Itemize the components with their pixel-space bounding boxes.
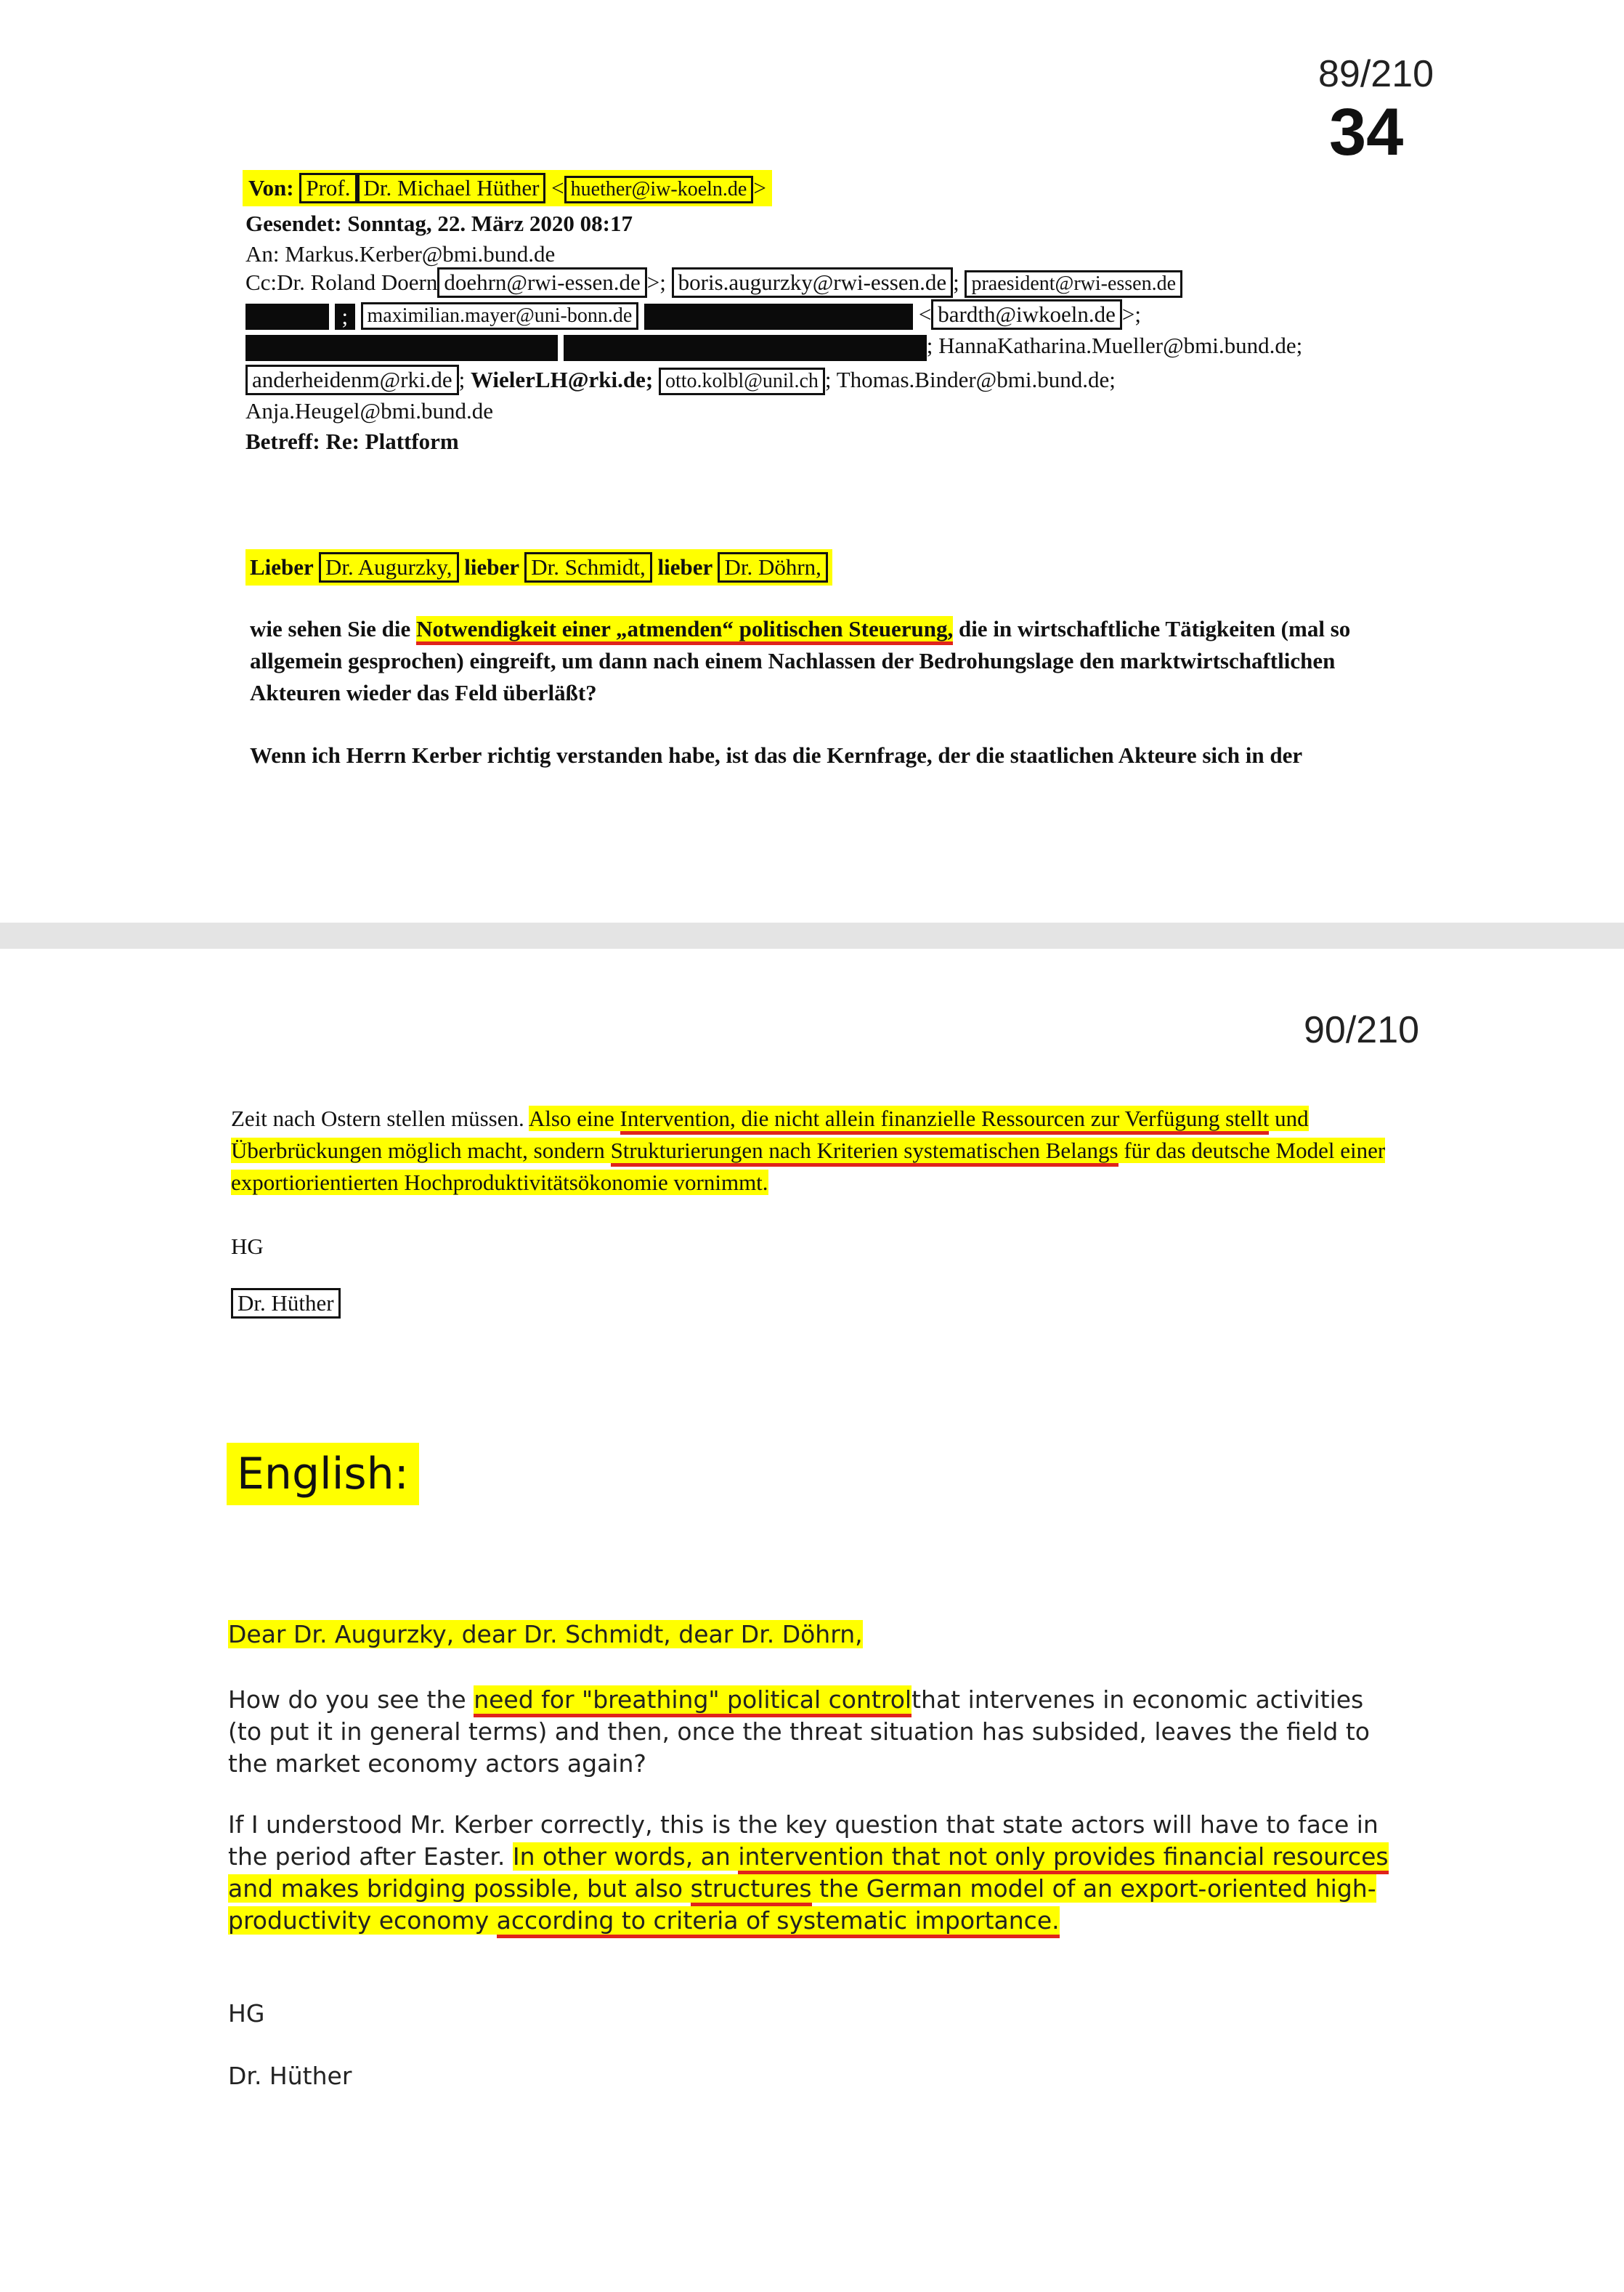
english-signoff-initials: HG xyxy=(228,1999,265,2028)
name-box-augurzky: Dr. Augurzky, xyxy=(319,552,459,583)
cc-email-wieler: WielerLH@rki.de; xyxy=(470,367,654,392)
signature-name: Dr. Hüther xyxy=(231,1288,341,1319)
cc-line-3: ; HannaKatharina.Mueller@bmi.bund.de; xyxy=(245,333,1302,361)
greeting-word: lieber xyxy=(657,554,712,580)
document-page-89 xyxy=(0,0,1624,923)
name-box-doehrn: Dr. Döhrn, xyxy=(718,552,827,583)
english-paragraph-1 xyxy=(228,1684,1390,1780)
english-signature-name: Dr. Hüther xyxy=(228,2062,352,2090)
cc-email-binder: Thomas.Binder@bmi.bund.de; xyxy=(836,367,1116,392)
redaction-bar: ; xyxy=(335,304,355,330)
body-text: the German model of an export-oriented high-productivity economy xyxy=(228,1874,1376,1935)
body-text: Zeit nach Ostern stellen müssen. xyxy=(231,1106,524,1131)
cc-email-bardth: bardth@iwkoeln.de xyxy=(931,299,1122,330)
underlined-phrase: Notwendigkeit einer „atmenden“ politischen Steuerung, xyxy=(416,616,953,645)
greeting-word: Lieber xyxy=(250,554,314,580)
page-number: 89/210 xyxy=(1318,53,1434,95)
body-text: für das deutsche Model einer exportiorientierten Hochproduktivitätsökonomie vornimmt. xyxy=(231,1138,1386,1195)
redaction-bar xyxy=(564,335,927,361)
underlined-phrase: according to criteria of systematic importance. xyxy=(497,1906,1060,1938)
body-paragraph-2: Wenn ich Herrn Kerber richtig verstanden habe, ist das die Kernfrage, der die staatlichen Akteure sich in der xyxy=(250,742,1303,768)
underlined-phrase: need for "breathing" political control xyxy=(474,1685,912,1717)
signoff-initials: HG xyxy=(231,1234,264,1259)
cc-email-augurzky: boris.augurzky@rwi-essen.de xyxy=(672,267,953,298)
cc-email-doehrn: doehrn@rwi-essen.de xyxy=(437,267,646,298)
body-text: wie sehen Sie die xyxy=(250,616,411,641)
page-number: 90/210 xyxy=(1304,1009,1420,1051)
from-label: Von: xyxy=(248,175,294,201)
subject-line: Betreff: Re: Plattform xyxy=(245,429,459,454)
greeting-word: lieber xyxy=(464,554,519,580)
greeting-line xyxy=(245,549,832,586)
sent-line: Gesendet: Sonntag, 22. März 2020 08:17 xyxy=(245,211,633,236)
cc-email-mayer: maximilian.mayer@uni-bonn.de xyxy=(361,302,639,330)
redaction-bar xyxy=(245,335,558,361)
cc-email-praesident: praesident@rwi-essen.de xyxy=(965,270,1182,298)
from-email-box: huether@iw-koeln.de xyxy=(564,176,754,203)
underlined-phrase: intervention that not only provides financial resources xyxy=(738,1842,1388,1874)
highlighted-greeting: Dear Dr. Augurzky, dear Dr. Schmidt, dear Dr. Döhrn, xyxy=(228,1620,863,1648)
body-text: die in wirtschaftliche Tätigkeiten (mal so allgemein gesprochen) eingreift, um dann nach einem Nachlassen der Bedrohungslage den marktwirtschaftlichen Akteuren wieder das Feld überläßt? xyxy=(250,616,1351,705)
from-title-box: Prof. xyxy=(299,173,357,203)
highlighted-phrase xyxy=(474,1685,912,1714)
redaction-bar xyxy=(644,304,913,330)
underlined-phrase: structures xyxy=(691,1874,812,1906)
cc-name: Dr. Roland Doern xyxy=(277,270,438,295)
body-text: How do you see the xyxy=(228,1685,466,1714)
cc-line-1: Cc:Dr. Roland Doern doehrn@rwi-essen.de >; boris.augurzky@rwi-essen.de ; praesident@rwi-essen.de xyxy=(245,267,1182,298)
body-text: und Überbrückungen möglich macht, sondern xyxy=(231,1106,1309,1163)
body-text: Also eine xyxy=(528,1106,614,1131)
german-paragraph xyxy=(231,1103,1400,1199)
cc-line-4: anderheidenm@rki.de ; WielerLH@rki.de; otto.kolbl@unil.ch ; Thomas.Binder@bmi.bund.de; xyxy=(245,365,1116,395)
redaction-bar xyxy=(245,304,329,330)
english-greeting xyxy=(228,1619,1390,1651)
cc-email-anderheiden: anderheidenm@rki.de xyxy=(245,365,459,395)
name-box-schmidt: Dr. Schmidt, xyxy=(524,552,652,583)
document-stamp-number: 34 xyxy=(1329,95,1404,169)
cc-email-kolbl: otto.kolbl@unil.ch xyxy=(659,368,825,395)
cc-line-5: Anja.Heugel@bmi.bund.de xyxy=(245,398,494,424)
cc-email-mueller: HannaKatharina.Mueller@bmi.bund.de; xyxy=(938,333,1303,358)
to-line: An: Markus.Kerber@bmi.bund.de xyxy=(245,241,556,267)
body-text: and makes bridging possible, but also xyxy=(228,1874,683,1903)
body-paragraph-1 xyxy=(250,613,1383,709)
cc-line-2: ; maximilian.mayer@uni-bonn.de < bardth@iwkoeln.de >; xyxy=(245,299,1141,330)
page-divider xyxy=(0,923,1624,949)
from-line: Von: Prof. Dr. Michael Hüther < huether@iw-koeln.de > xyxy=(243,170,772,206)
body-text: that intervenes in economic activities (to put it in general terms) and then, once the threat situation has subsided, leaves the field to the market economy actors again? xyxy=(228,1685,1370,1778)
cc-label: Cc: xyxy=(245,270,277,295)
english-paragraph-2 xyxy=(228,1809,1390,1937)
english-section-title: English: xyxy=(227,1443,419,1505)
body-text: If I understood Mr. Kerber correctly, this is the key question that state actors will have to face in the period after Easter. xyxy=(228,1810,1379,1871)
from-name-box: Dr. Michael Hüther xyxy=(357,173,546,203)
underlined-phrase: Intervention, die nicht allein finanzielle Ressourcen zur Verfügung stellt xyxy=(620,1106,1270,1135)
underlined-phrase: Strukturierungen nach Kriterien systematischen Belangs xyxy=(611,1138,1118,1167)
highlighted-phrase xyxy=(416,616,953,641)
body-text: In other words, an xyxy=(512,1842,731,1871)
document-page-90 xyxy=(0,949,1624,2292)
signature-name-box xyxy=(231,1287,341,1319)
